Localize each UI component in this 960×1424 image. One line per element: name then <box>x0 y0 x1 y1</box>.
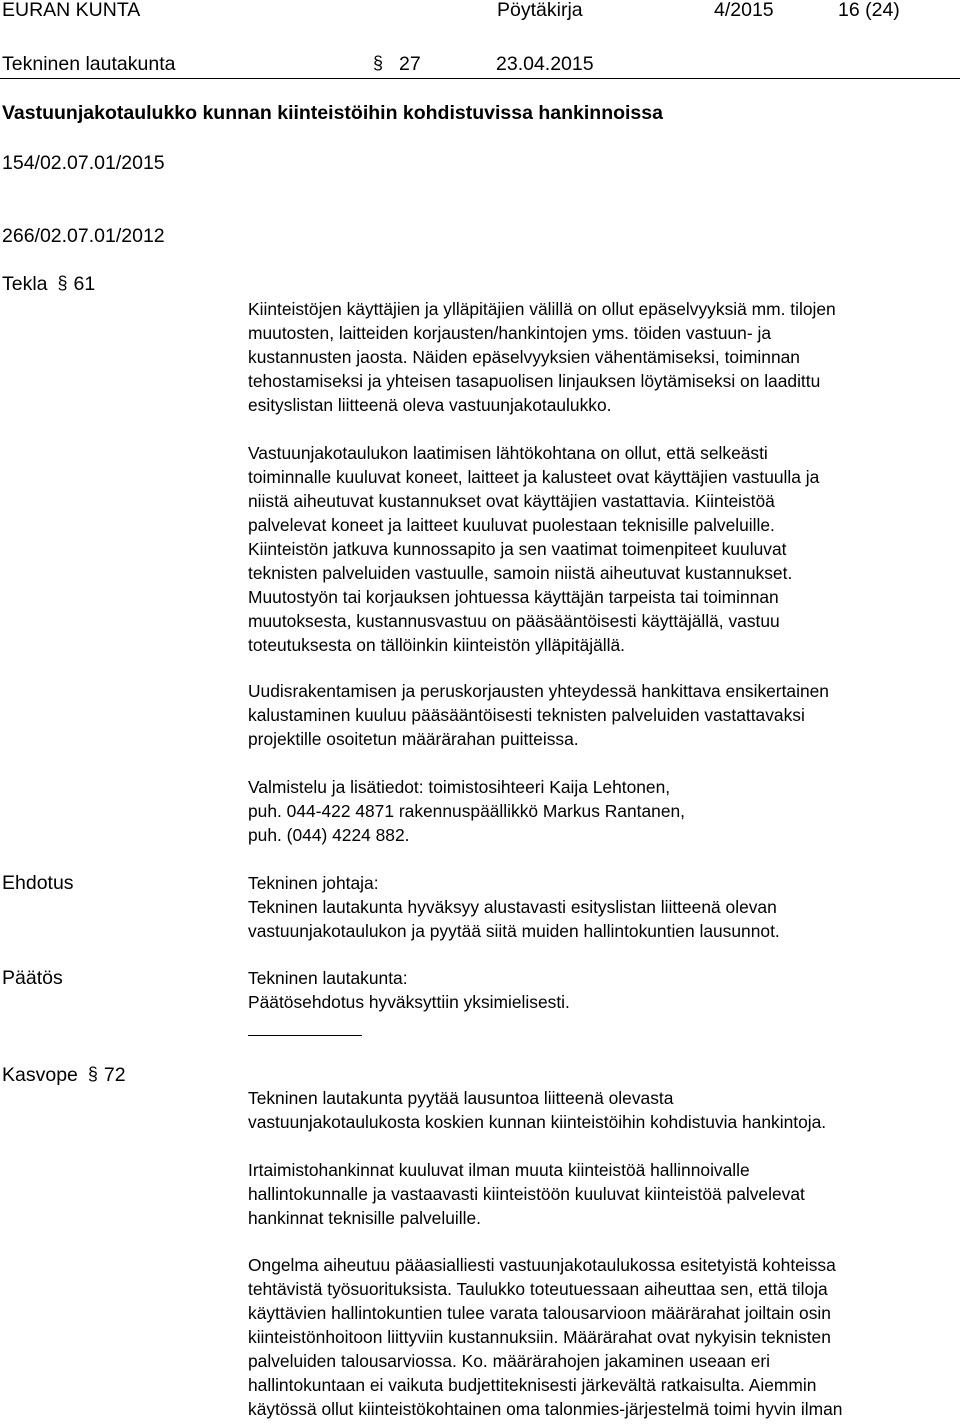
text-line: Vastuunjakotaulukon laatimisen lähtökohtana on ollut, että selkeästi <box>248 443 768 463</box>
paragraph <box>248 1158 960 1230</box>
text-line: Kiinteistöjen käyttäjien ja ylläpitäjien välillä on ollut epäselvyyksiä mm. tilojen <box>248 299 836 319</box>
document-number: 4/2015 <box>714 0 774 21</box>
text-line: Valmistelu ja lisätiedot: toimistosihteeri Kaija Lehtonen, <box>248 777 671 797</box>
text-line: toiminnalle kuuluvat koneet, laitteet ja kalusteet ovat käyttäjien vastuulla ja <box>248 467 820 487</box>
kasvope-number: 72 <box>103 1064 126 1086</box>
text-line: Ongelma aiheutuu pääasialliesti vastuunjakotaulukossa esitetyistä kohteissa <box>248 1255 836 1275</box>
text-line: teknisten palveluiden vastuulle, samoin niistä aiheutuvat kustannukset. <box>248 563 793 583</box>
paragraph <box>248 441 960 657</box>
text-line: toteutuksesta on tällöinkin kiinteistön ylläpitäjällä. <box>248 635 626 655</box>
section-reference <box>373 52 421 76</box>
paragraph <box>248 1086 960 1134</box>
text-line: muutoksesta, kustannusvastuu on pääsääntöisesti käyttäjällä, vastuu <box>248 611 780 631</box>
municipality-name: EURAN KUNTA <box>2 0 141 21</box>
text-line: käytössä ollut kiinteistökohtainen oma talonmies-järjestelmä toimi hyvin ilman <box>248 1399 843 1419</box>
document-type: Pöytäkirja <box>497 0 583 21</box>
section-symbol: § <box>373 53 384 73</box>
text-line: kalustaminen kuuluu pääsääntöisesti teknisten palveluiden vastattavaksi <box>248 705 805 725</box>
page-number: 16 (24) <box>838 0 900 21</box>
text-line: kustannusten jaosta. Näiden epäselvyyksien vähentämiseksi, toiminnan <box>248 347 800 367</box>
decision-text <box>248 966 960 1014</box>
text-line: puh. 044-422 4871 rakennuspäällikkö Markus Rantanen, <box>248 801 685 821</box>
text-line: niistä aiheutuvat kustannukset ovat käyttäjien vastattavia. Kiinteistöä <box>248 491 775 511</box>
text-line: Päätösehdotus hyväksyttiin yksimielisesti. <box>248 992 570 1012</box>
text-line: hallintokuntaan ei vaikuta budjettiteknisesti järkevältä ratkaisulta. Aiemmin <box>248 1375 817 1395</box>
text-line: hallintokunnalle ja vastaavasti kiinteistöön kuuluvat kiinteistöä palvelevat <box>248 1184 805 1204</box>
meeting-date: 23.04.2015 <box>496 53 594 75</box>
reference-number: 154/02.07.01/2015 <box>2 152 165 174</box>
paragraph <box>248 679 960 751</box>
header-rule <box>0 78 960 79</box>
text-line: puh. (044) 4224 882. <box>248 825 410 845</box>
text-line: Kiinteistön jatkuva kunnossapito ja sen vaatimat toimenpiteet kuuluvat <box>248 539 787 559</box>
page-title: Vastuunjakotaulukko kunnan kiinteistöihin kohdistuvissa hankinnoissa <box>2 102 663 124</box>
tekla-section <box>2 272 95 296</box>
text-line: muutosten, laitteiden korjausten/hankintojen yms. töiden vastuun- ja <box>248 323 771 343</box>
paragraph <box>248 1253 960 1421</box>
reference-number: 266/02.07.01/2012 <box>2 225 165 247</box>
text-line: Uudisrakentamisen ja peruskorjausten yhteydessä hankittava ensikertainen <box>248 681 829 701</box>
text-line: palveluiden talousarviossa. Ko. määrärahojen jakaminen useaan eri <box>248 1351 771 1371</box>
text-line: tehostamiseksi ja yhteisen tasapuolisen linjauksen löytämiseksi on laadittu <box>248 371 821 391</box>
ehdotus-label: Ehdotus <box>2 872 74 894</box>
text-line: hankinnat teknisille palveluille. <box>248 1208 481 1228</box>
paragraph <box>248 297 960 417</box>
kasvope-section <box>2 1063 126 1087</box>
text-line: käyttävien hallintokuntien tulee varata talousarvioon määrärahat joiltain osin <box>248 1303 831 1323</box>
text-line: Tekninen johtaja: <box>248 873 379 893</box>
preparation-info <box>248 775 960 847</box>
text-line: Tekninen lautakunta: <box>248 968 408 988</box>
proposal-text <box>248 871 960 943</box>
tekla-number: 61 <box>73 273 96 295</box>
paatos-label: Päätös <box>2 967 63 989</box>
text-line: Tekninen lautakunta pyytää lausuntoa liitteenä olevasta <box>248 1088 674 1108</box>
tekla-label: Tekla <box>2 273 48 295</box>
separator-line <box>248 1035 362 1036</box>
text-line: vastuunjakotaulukon ja pyytää siitä muiden hallintokuntien lausunnot. <box>248 921 780 941</box>
text-line: kiinteistönhoitoon liittyviin kustannuksiin. Määrärahat ovat nykyisin teknisten <box>248 1327 831 1347</box>
text-line: palvelevat koneet ja laitteet kuuluvat puolestaan teknisille palveluille. <box>248 515 775 535</box>
text-line: Irtaimistohankinnat kuuluvat ilman muuta kiinteistöä hallinnoivalle <box>248 1160 750 1180</box>
text-line: Tekninen lautakunta hyväksyy alustavasti esityslistan liitteenä olevan <box>248 897 777 917</box>
section-number: 27 <box>399 53 421 75</box>
text-line: projektille osoitetun määrärahan puitteissa. <box>248 729 579 749</box>
kasvope-label: Kasvope <box>2 1064 78 1086</box>
board-name: Tekninen lautakunta <box>2 53 176 75</box>
text-line: vastuunjakotaulukosta koskien kunnan kiinteistöihin kohdistuvia hankintoja. <box>248 1112 827 1132</box>
section-symbol: § <box>87 1064 98 1084</box>
text-line: esityslistan liitteenä oleva vastuunjakotaulukko. <box>248 395 612 415</box>
text-line: Muutostyön tai korjauksen johtuessa käyttäjän tarpeista tai toiminnan <box>248 587 779 607</box>
section-symbol: § <box>57 273 68 293</box>
text-line: tehtävistä työsuorituksista. Taulukko toteutuessaan aiheuttaa sen, että tiloja <box>248 1279 828 1299</box>
